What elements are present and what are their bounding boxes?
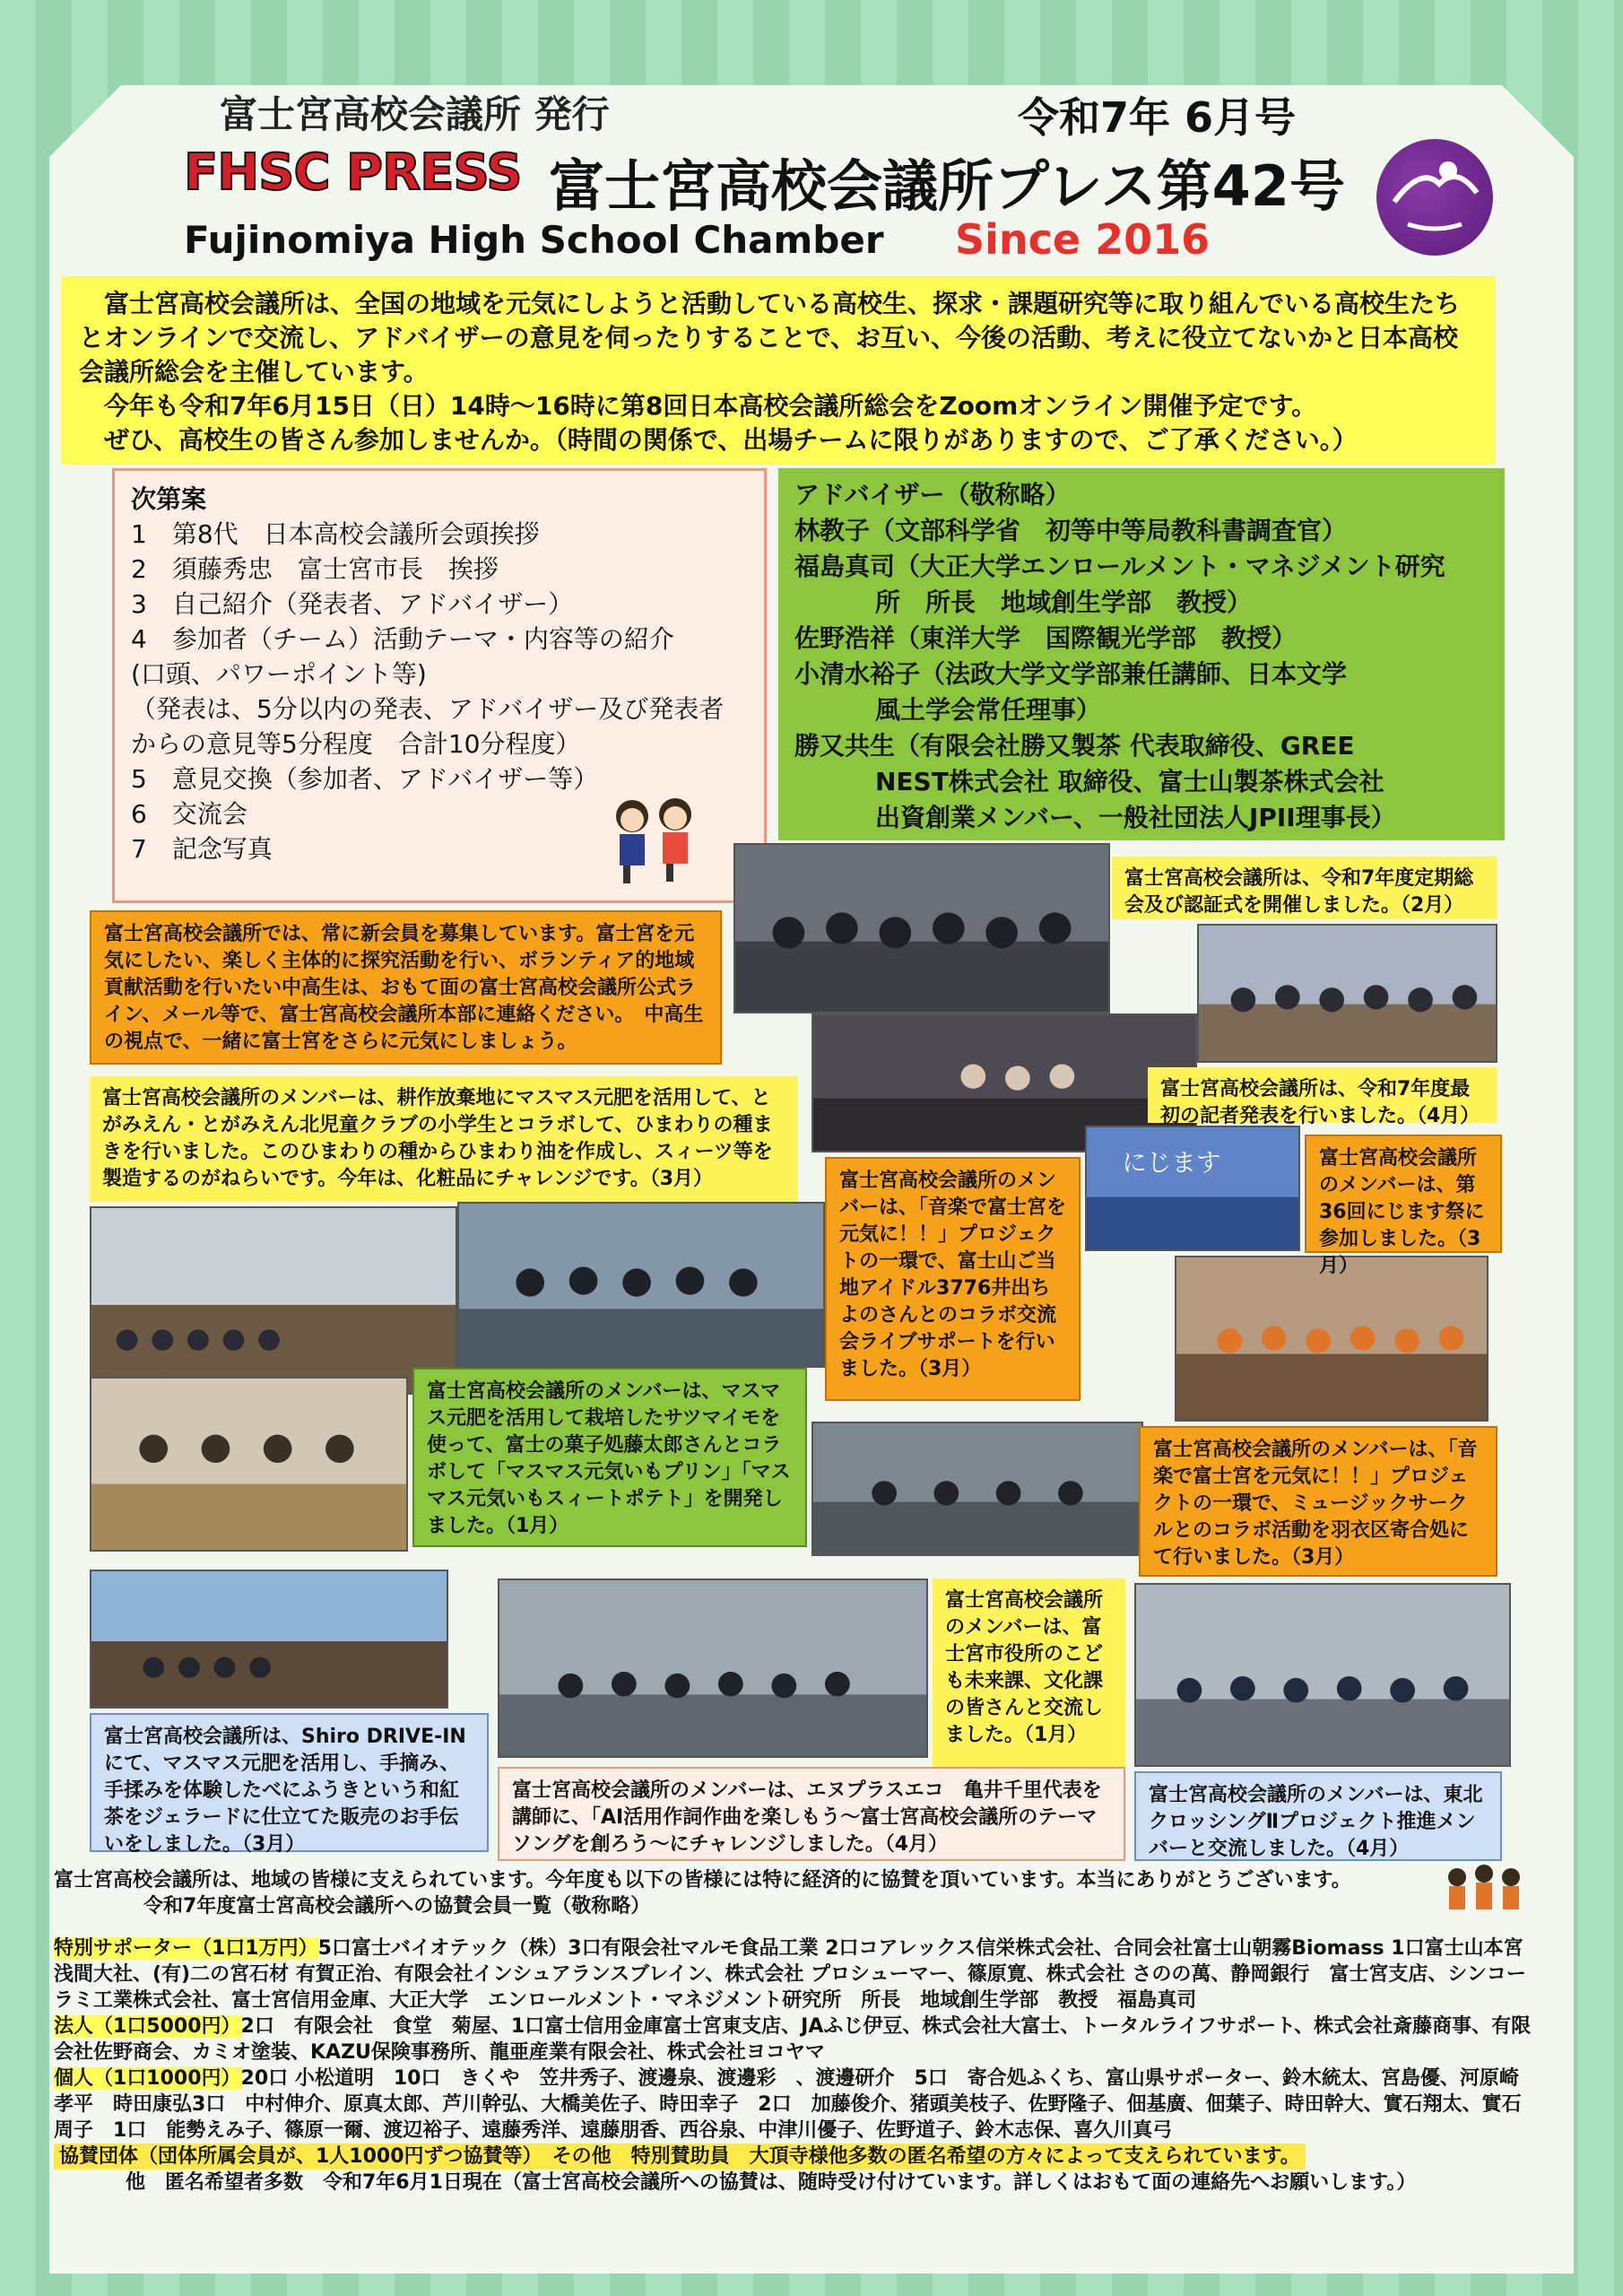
special-supporter-text: 5口富士バイオテック（株）3口有限会社マルモ食品工業 2口コアレックス信栄株式会社、合同会社富士山朝霧Biomass 1口富士山本宮浅間大社、(有)二の宮石材 有賀正治、有限会社インシュアランスブレイン、株式会社 プロシューマー、篠原寛、株式会社 さのの萬、静岡銀行 富士宮支店、シンコーラミ工業株式会社、富士宮信用金庫、大正大学 エンロールメント・マネジメント研究所 所長 地域創生学部 教授 福島真司 <box>54 1937 1526 2012</box>
corporate-label: 法人（1口5000円） <box>54 2015 241 2038</box>
caption-sunflower: 富士宮高校会議所のメンバーは、耕作放棄地にマスマス元肥を活用して、とがみえん・とがみえん北児童クラブの小学生とコラボして、ひまわりの種まきを行いました。このひまわりの種からひまわり油を作成し、スィーツ等を製造するのがねらいです。今年は、化粧品にチャレンジです。（3月） <box>90 1076 798 1202</box>
agenda-item: 1 第8代 日本高校会議所会頭挨拶 <box>131 519 540 549</box>
agenda-title: 次第案 <box>131 484 207 514</box>
intro-box <box>61 276 1496 465</box>
sponsors-intro: 富士宮高校会議所は、地域の皆様に支えられています。今年度も以下の皆様には特に経済的に協賛を頂いています。本当にありがとうございます。 <box>54 1869 1351 1892</box>
advisor-line: 出資創業メンバー、一般社団法人JPII理事長） <box>875 803 1396 832</box>
agenda-item: 3 自己紹介（発表者、アドバイザー） <box>131 589 574 619</box>
photo-general-meeting <box>733 843 1110 1013</box>
advisor-line: 佐野浩祥（東洋大学 国際観光学部 教授） <box>794 623 1298 653</box>
photo-sweets <box>90 1377 408 1552</box>
photo-tea-shop <box>90 1570 448 1709</box>
caption-press: 富士宮高校会議所は、令和7年度最初の記者発表を行いました。（4月） <box>1148 1067 1497 1123</box>
advisor-line: NEST株式会社 取締役、富士山製茶株式会社 <box>875 767 1384 796</box>
title-en: FHSC PRESS <box>184 144 522 202</box>
chamber-logo-icon <box>1376 139 1493 256</box>
individual-label: 個人（1口1000円） <box>54 2067 241 2090</box>
group-text: その他 特別賛助員 大頂寺様他多数の匿名希望の方々によって支えられています。 <box>551 2145 1300 2168</box>
advisor-line: 福島真司（大正大学エンロールメント・マネジメント研究 <box>794 552 1445 581</box>
agenda-item: 4 参加者（チーム）活動テーマ・内容等の紹介 <box>131 624 674 654</box>
agenda-item: 2 須藤秀忠 富士宮市長 挨拶 <box>131 554 499 584</box>
caption-sweetpotato: 富士宮高校会議所のメンバーは、マスマス元肥を活用して栽培したサツマイモを使って、富士の菓子処藤太郎さんとコラボして「マスマス元気いもプリン」「マスマス元気いもスィートポテト」を開発しました。（1月） <box>412 1368 807 1547</box>
photo-cityhall <box>498 1578 928 1758</box>
students-illustration-icon <box>596 789 713 888</box>
sponsors-section <box>54 1867 1533 2196</box>
subtitle-en: Fujinomiya High School Chamber <box>184 218 884 262</box>
svg-text:にじます: にじます <box>1122 1149 1221 1178</box>
advisor-line: 所 所長 地域創生学部 教授） <box>875 587 1253 617</box>
agenda-item: （発表は、5分以内の発表、アドバイザー及び発表者からの意見等5分程度 合計10分程度） <box>131 694 725 759</box>
caption-tohoku: 富士宮高校会議所のメンバーは、東北クロッシングⅡプロジェクト推進メンバーと交流しました。（4月） <box>1134 1771 1502 1861</box>
group-label: 協賛団体（団体所属会員が、1人1000円ずつ協賛等） <box>59 2145 533 2168</box>
since-label: Since 2016 <box>955 215 1211 264</box>
agenda-item: (口頭、パワーポイント等) <box>131 659 427 689</box>
caption-general-meeting: 富士宮高校会議所は、令和7年度定期総会及び認証式を開催しました。（2月） <box>1112 857 1497 919</box>
publisher-line: 富士宮高校会議所 発行 <box>220 92 610 136</box>
sponsors-list-title: 令和7年度富士宮高校会議所への協賛会員一覧（敬称略） <box>143 1895 651 1918</box>
agenda-item: 6 交流会 <box>131 799 247 829</box>
caption-cityhall: 富士宮高校会議所のメンバーは、富士宮市役所のこども未来課、文化課の皆さんと交流しました。（1月） <box>933 1578 1125 1767</box>
advisors-box <box>778 468 1505 840</box>
photo-live-support <box>457 1202 825 1368</box>
agenda-item: 7 記念写真 <box>131 834 273 864</box>
photo-music-collab <box>812 1422 1143 1556</box>
special-supporter-label: 特別サポーター（1口1万円） <box>54 1937 318 1960</box>
caption-tea: 富士宮高校会議所は、Shiro DRIVE-INにて、マスマス元肥を活用し、手摘み、手揉みを体験したべにふうきという和紅茶をジェラードに仕立てた販売のお手伝いをしました。（3月） <box>90 1713 489 1852</box>
sponsors-footer: 他 匿名希望者多数 令和7年6月1日現在（富士宮高校会議所への協賛は、随時受け付けています。詳しくはおもて面の連絡先へお願いします。） <box>126 2171 1417 2194</box>
agenda-item: 5 意見交換（参加者、アドバイザー等） <box>131 764 599 794</box>
photo-music-group <box>1175 1256 1488 1422</box>
caption-matsuri: 富士宮高校会議所のメンバーは、第36回にじます祭に参加しました。（3月） <box>1305 1135 1502 1253</box>
caption-idol: 富士宮高校会議所のメンバーは、「音楽で富士宮を元気に！！」プロジェクトの一環で、富士山ご当地アイドル3776井出ちよのさんとのコラボ交流会ライブサポートを行いました。（3月） <box>825 1157 1081 1401</box>
title-jp: 富士宮高校会議所プレス第42号 <box>549 153 1345 219</box>
advisor-line: 林教子（文部科学省 初等中等局教科書調査官） <box>794 516 1348 545</box>
advisors-title: アドバイザー（敬称略） <box>794 480 1071 509</box>
intro-paragraph-3: ぜひ、高校生の皆さん参加しませんか。（時間の関係で、出場チームに限りがありますので、ご了承ください。） <box>104 425 1358 455</box>
advisor-line: 風土学会常任理事） <box>875 695 1102 725</box>
advisor-line: 勝又共生（有限会社勝又製茶 代表取締役、GREE <box>794 731 1355 761</box>
photo-tohoku <box>1134 1583 1511 1767</box>
issue-date: 令和7年 6月号 <box>1018 93 1297 142</box>
photo-sunflower-field <box>90 1206 457 1395</box>
intro-paragraph-2: 今年も令和7年6月15日（日）14時～16時に第8回日本高校会議所総会をZoomオンライン開催予定です。 <box>104 391 1317 421</box>
intro-paragraph-1: 富士宮高校会議所は、全国の地域を元気にしようと活動している高校生、探求・課題研究等に取り組んでいる高校生たちとオンラインで交流し、アドバイザーの意見を伺ったりすることで、お互い、今後の活動、考えに役立てないかと日本高校会議所総会を主催しています。 <box>79 289 1461 387</box>
advisor-line: 小清水裕子（法政大学文学部兼任講師、日本文学 <box>794 659 1348 689</box>
people-group-icon <box>1444 1861 1524 1915</box>
photo-matsuri <box>1085 1126 1300 1251</box>
caption-ai-song: 富士宮高校会議所のメンバーは、エヌプラスエコ 亀井千里代表を講師に、「AI活用作詞作曲を楽しもう～富士宮高校会議所のテーマソングを創ろう～にチャレンジしました。（4月） <box>498 1767 1125 1861</box>
caption-recruit: 富士宮高校会議所では、常に新会員を募集しています。富士宮を元気にしたい、楽しく主体的に探究活動を行い、ボランティア的地域貢献活動を行いたい中高生は、おもて面の富士宮高校会議所公式ライン、メール等で、富士宮高校会議所本部に連絡ください。 中高生の視点で、一緒に富士宮をさらに元気にしましょう。 <box>90 910 722 1065</box>
corporate-text: 2口 有限会社 食堂 菊屋、1口富士信用金庫富士宮東支店、JAふじ伊豆、株式会社大富士、トータルライフサポート、株式会社斎藤商事、有限会社佐野商会、カミオ塗装、KAZU保険事務所、龍亜産業有限会社、株式会社ヨコヤマ <box>54 2015 1532 2064</box>
individual-text: 20口 小松道明 10口 きくや 笠井秀子、渡邊泉、渡邊彩 、渡邊研介 5口 寄合処ふくち、富山県サポーター、鈴木統太、宮島優、河原崎孝平 時田康弘3口 中村伸介、原真太郎、芦川幹弘、大橋美佐子、時田幸子 2口 加藤俊介、猪頭美枝子、佐野隆子、佃基廣、佃葉子、時田幹大、實石翔太、實石周子 1口 能勢えみ子、篠原一爾、渡辺裕子、遠藤秀洋、遠藤朋香、西谷泉、中津川優子、佐野道子、鈴木志保、喜久川真弓 <box>54 2067 1522 2142</box>
photo-certification <box>1197 924 1497 1063</box>
caption-music: 富士宮高校会議所のメンバーは、「音楽で富士宮を元気に！！」プロジェクトの一環で、ミュージックサークルとのコラボ活動を羽衣区寄合処にて行いました。（3月） <box>1139 1426 1497 1577</box>
